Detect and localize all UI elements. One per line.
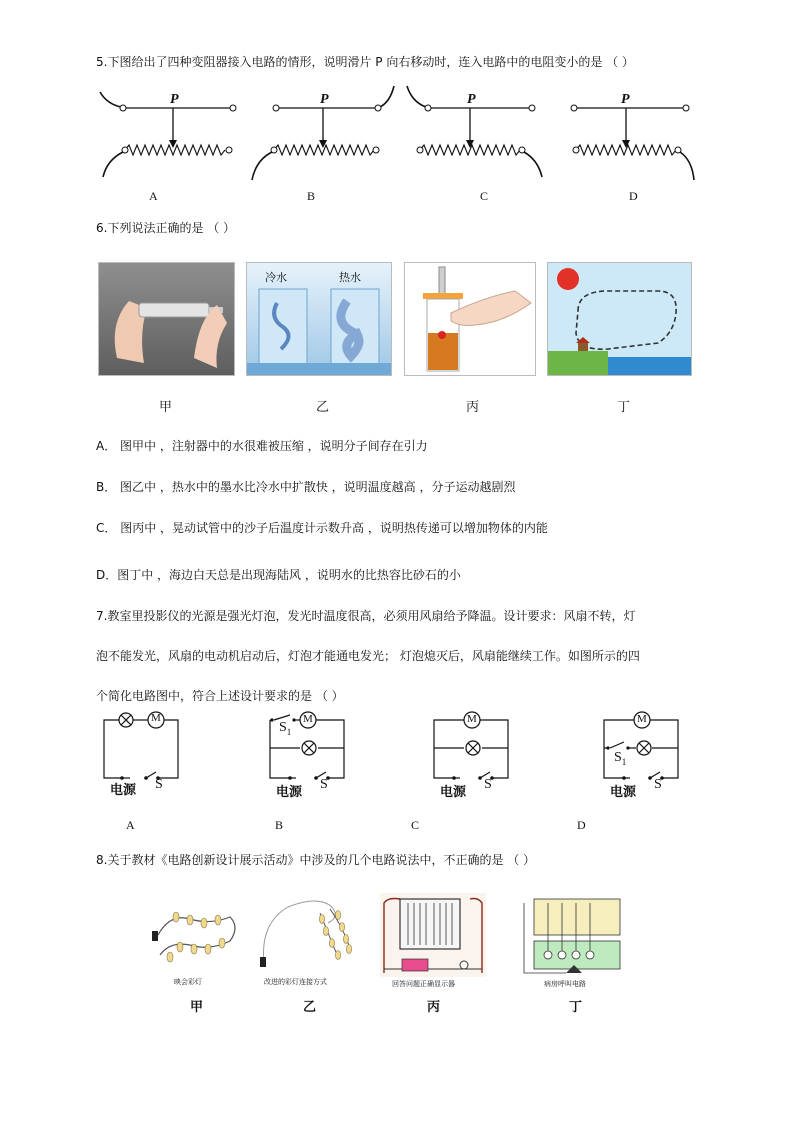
q7-question-line-1: 7.教室里投影仪的光源是强光灯泡，发光时温度很高，必须用风扇给予降温。设计要求：风扇不转，灯 [96, 609, 636, 623]
circuit-d-switch1-sub: 1 [621, 756, 627, 767]
q6-choice-d: D．图丁中 ，海边白天总是出现海陆风 ，说明水的比热容比砂石的小 [96, 568, 461, 582]
cold-water-label: 冷水 [265, 271, 287, 284]
string-lights-title: 映会彩灯 [174, 978, 202, 986]
circuit-c-motor-label: M [467, 713, 477, 725]
q8-caption-bing: 丙 [427, 1000, 441, 1015]
circuit-a-motor-label: M [151, 712, 161, 724]
circuit-b-motor-label: M [303, 713, 313, 725]
q7-option-d-label: D [577, 818, 586, 832]
circuit-d-power-label: 电源 [610, 785, 637, 800]
q6-choice-c: C． 图丙中 ，晃动试管中的沙子后温度计示数升高 ，说明热传递可以增加物体的内能 [96, 521, 548, 535]
syringe-photo [98, 262, 235, 376]
ward-call-circuit-figure [514, 893, 632, 993]
test-tube-photo [404, 262, 536, 376]
q8-question-text: 8.关于教材《电路创新设计展示活动》中涉及的几个电路说法中，不正确的是 （ ） [96, 853, 536, 867]
q7-option-a-label: A [126, 818, 135, 832]
string-lights-figure [150, 893, 242, 993]
q5-question-text: 5.下图给出了四种变阻器接入电路的情形，说明滑片 P 向右移动时，连入电路中的电阻变小的是 （ ） [96, 55, 634, 69]
circuit-b-switch1-sub: 1 [286, 726, 292, 737]
slider-label-b: P [320, 92, 329, 107]
circuit-a-diagram [100, 710, 182, 782]
q6-choice-b: B． 图乙中 ，热水中的墨水比冷水中扩散快 ，说明温度越高 ，分子运动越剧烈 [96, 480, 516, 494]
q5-option-d-label: D [629, 189, 638, 203]
circuit-c-power-label: 电源 [440, 785, 467, 800]
q7-question-line-3: 个简化电路图中，符合上述设计要求的是 （ ） [96, 689, 344, 703]
sea-breeze-diagram [547, 262, 692, 376]
q6-caption-yi: 乙 [316, 400, 330, 415]
circuit-d-motor-label: M [637, 713, 647, 725]
improved-lights-figure [258, 893, 364, 993]
slider-label-a: P [170, 92, 179, 107]
q5-option-a-label: A [149, 189, 158, 203]
q7-question-line-2: 泡不能发光，风扇的电动机启动后，灯泡才能通电发光； 灯泡熄灭后，风扇能继续工作。如图所示的四 [96, 649, 640, 663]
quiz-indicator-figure [380, 893, 486, 993]
circuit-d-switch1-letter: S [614, 750, 622, 765]
circuit-a-power-label: 电源 [110, 783, 137, 798]
q6-caption-bing: 丙 [466, 400, 480, 415]
hot-water-label: 热水 [339, 271, 361, 284]
ward-call-circuit-title: 病房呼叫电路 [544, 980, 586, 988]
circuit-a-switch-label: S [155, 777, 163, 792]
q6-question-text: 6.下列说法正确的是 （ ） [96, 221, 236, 235]
circuit-d-switch1-label [614, 750, 626, 767]
circuit-b-switch1-letter: S [279, 720, 287, 735]
circuit-c-switch-label: S [484, 777, 492, 792]
quiz-indicator-title: 回答问题正确显示器 [392, 980, 455, 988]
q6-caption-jia: 甲 [159, 400, 173, 415]
q7-option-c-label: C [411, 818, 420, 832]
slider-label-d: P [621, 92, 630, 107]
q7-option-b-label: B [275, 818, 284, 832]
slider-label-c: P [467, 92, 476, 107]
q5-option-c-label: C [480, 189, 489, 203]
q8-caption-jia: 甲 [190, 1000, 204, 1015]
q8-caption-ding: 丁 [569, 1000, 583, 1015]
improved-lights-title: 改进的彩灯连接方式 [264, 978, 327, 986]
beakers-photo [246, 262, 392, 376]
q8-caption-yi: 乙 [303, 1000, 317, 1015]
circuit-b-switch1-label [279, 720, 291, 737]
q5-option-b-label: B [307, 189, 316, 203]
q6-caption-ding: 丁 [617, 400, 631, 415]
q6-choice-a: A． 图甲中 ，注射器中的水很难被压缩 ，说明分子间存在引力 [96, 439, 428, 453]
rheostat-c-figure [402, 82, 552, 182]
circuit-b-switch-label: S [320, 777, 328, 792]
circuit-b-power-label: 电源 [276, 785, 303, 800]
circuit-d-switch-label: S [654, 777, 662, 792]
